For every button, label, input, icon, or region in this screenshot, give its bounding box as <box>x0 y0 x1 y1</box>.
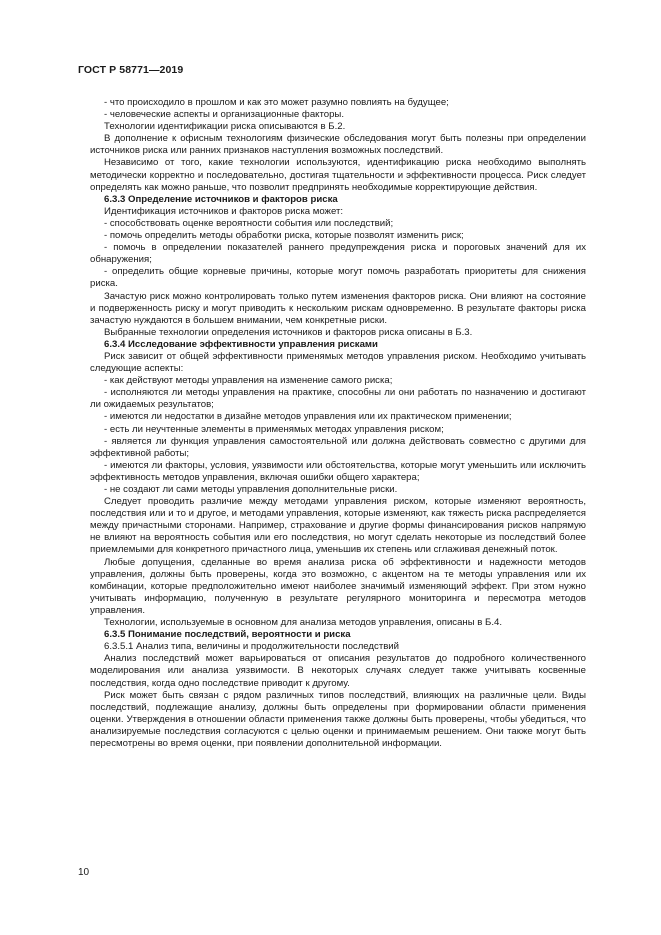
paragraph: Риск зависит от общей эффективности применямых методов управления риском. Необходимо учитывать следующие аспекты: <box>90 350 586 375</box>
paragraph: Независимо от того, какие технологии используются, идентификацию риска необходимо выполнять методически корректно и последовательно, достигая тщательности и эффективности процесса. Риск следует определять как можно раньше, что позволит предпринять необходимые корректирующие действия. <box>90 157 586 193</box>
paragraph: - исполняются ли методы управления на практике, способны ли они работать по назначению и достигают ли ожидаемых результатов; <box>90 387 586 411</box>
paragraph: - что происходило в прошлом и как это может разумно повлиять на будущее; <box>104 97 449 108</box>
paragraph: Любые допущения, сделанные во время анализа риска об эффективности и надежности методов управления, должны быть проверены, когда это возможно, с акцентом на те методы управления или их комбинации, которые предположительно имеют наиболее значимый изменяющий эффект. При этом нужно учитывать информацию, полученную в результате регулярного мониторинга и пересмотра методов управления. <box>90 556 586 616</box>
paragraph: Технологии, используемые в основном для анализа методов управления, описаны в Б.4. <box>104 617 503 629</box>
paragraph: - помочь в определении показателей раннего предупреждения риска и пороговых значений для их обнаружения; <box>90 242 586 266</box>
paragraph: - имеются ли факторы, условия, уязвимости или обстоятельства, которые могут уменьшить или исключить эффективность методов управления, включая ошибки общего характера; <box>90 459 586 483</box>
paragraph: - помочь определить методы обработки риска, которые позволят изменить риск; <box>104 230 464 242</box>
paragraph: - как действуют методы управления на изменение самого риска; <box>104 375 393 387</box>
paragraph: Выбранные технологии определения источников и факторов риска описаны в Б.3. <box>104 326 473 338</box>
paragraph: Следует проводить различие между методами управления риском, которые изменяют вероятность, последствия или и то и другое, и методами управления, которые изменяют, как тяжесть риска распределяется между причастными сторонами. Например, страхование и другие формы финансирования рисков напрямую не влияют на вероятность события или его последствия, но могут сделать некоторые из последствий более приемлемыми для конкретного причастного лица, уменьшив их степень или сглаживая денежный поток. <box>90 496 586 556</box>
paragraph: - определить общие корневые причины, которые могут помочь разработать приоритеты для снижения риска. <box>90 266 586 290</box>
section-heading: 6.3.3 Определение источников и факторов риска <box>104 193 338 205</box>
paragraph: - человеческие аспекты и организационные факторы. <box>104 109 344 121</box>
document-header: ГОСТ Р 58771—2019 <box>78 64 184 76</box>
paragraph: - является ли функция управления самостоятельной или должна действовать совместно с другими для эффективной работы; <box>90 435 586 459</box>
paragraph: Технологии идентификации риска описываются в Б.2. <box>104 121 346 133</box>
paragraph: 6.3.5.1 Анализ типа, величины и продолжительности последствий <box>104 641 400 653</box>
paragraph: Идентификация источников и факторов риска может: <box>104 205 344 217</box>
paragraph: - способствовать оценке вероятности события или последствий; <box>104 217 394 229</box>
paragraph: Риск может быть связан с рядом различных типов последствий, влияющих на различные цели. Виды последствий, подлежащие анализу, должны быть определены при формировании области применения оценки. Утверждения в отношении области применения также должны быть проверены, чтобы убедиться, что анализируемые последствия согласуются с целью оценки и принимаемым решением. Они также могут быть пересмотрены во время оценки, при появлении дополнительной информации. <box>90 689 586 749</box>
paragraph: Зачастую риск можно контролировать только путем изменения факторов риска. Они влияют на состояние и подверженность риску и могут приводить к нескольким рискам одновременно. В результате факторы риска зачастую нуждаются в большем внимании, чем конкретные риски. <box>90 290 586 326</box>
paragraph: - есть ли неучтенные элементы в применямых методах управления риском; <box>104 423 444 435</box>
paragraph: Анализ последствий может варьироваться от описания результатов до подробного количественного моделирования или анализа уязвимости. В некоторых случаях следует также учитывать косвенные последствия, когда одно последствие приводит к другому. <box>90 653 586 689</box>
section-heading: 6.3.4 Исследование эффективности управления рисками <box>104 338 378 350</box>
paragraph: - имеются ли недостатки в дизайне методов управления или их практическом применении; <box>104 411 512 423</box>
page-number: 10 <box>78 867 90 878</box>
paragraph: В дополнение к офисным технологиям физические обследования могут быть полезны при определении источников риска или ранних признаков наступления возможных последствий. <box>90 133 586 157</box>
document-body <box>90 97 586 750</box>
section-heading: 6.3.5 Понимание последствий, вероятности и риска <box>104 629 351 641</box>
paragraph: - не создают ли сами методы управления дополнительные риски. <box>104 484 398 495</box>
